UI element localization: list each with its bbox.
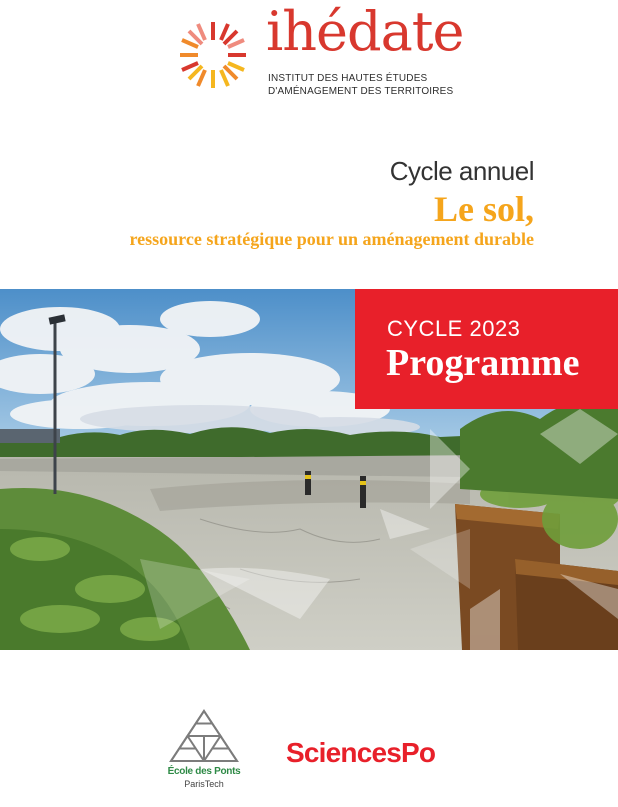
- enpc-triangle-icon: [166, 708, 242, 764]
- page-subtitle: ressource stratégique pour un aménagement durable: [129, 229, 534, 249]
- enpc-name: École des Ponts: [167, 766, 241, 777]
- pre-title: Cycle annuel: [389, 156, 534, 186]
- programme-banner: [355, 289, 618, 409]
- ecole-des-ponts-logo: [166, 708, 242, 794]
- logo-subtitle-line1: INSTITUT DES HAUTES ÉTUDES: [268, 72, 428, 84]
- enpc-subtitle: ParisTech: [184, 779, 224, 789]
- page-title: Le sol,: [433, 189, 534, 229]
- logo-subtitle-line2: D'AMÉNAGEMENT DES TERRITOIRES: [268, 85, 454, 97]
- sciencespo-logo: SciencesPo: [286, 737, 436, 768]
- logo-burst-icon: [176, 18, 250, 92]
- ihedate-logo: [176, 0, 464, 102]
- logo-wordmark: ihédate: [266, 0, 464, 63]
- cycle-year-label: CYCLE 2023: [387, 316, 521, 341]
- programme-title: Programme: [386, 342, 580, 384]
